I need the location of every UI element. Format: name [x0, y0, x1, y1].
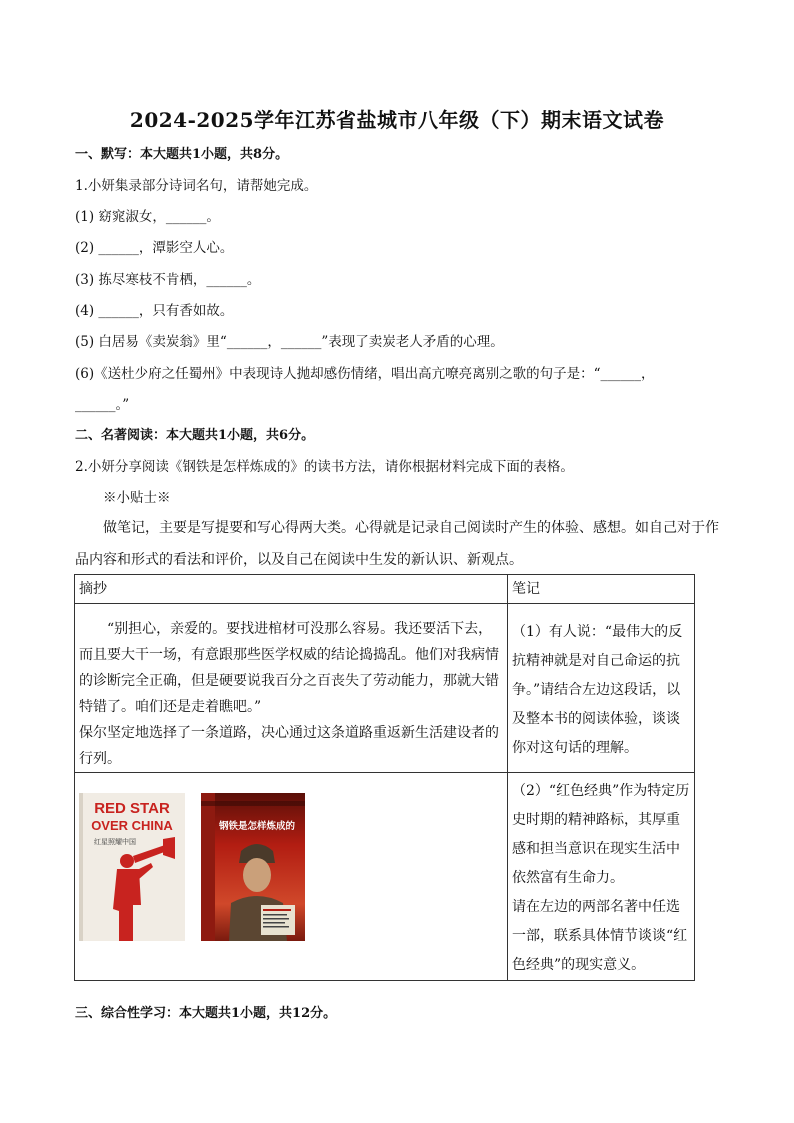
q1-item-3: (3) 拣尽寒枝不肯栖，______。: [75, 272, 261, 288]
book1-title-cn: 红星照耀中国: [94, 838, 136, 846]
tip-text: 做笔记，主要是写提要和写心得两大类。心得就是记录自己阅读时产生的体验、感想。如自己对于作品内容和形式的看法和评价，以及自己在阅读中生发的新认识、新观点。: [75, 520, 719, 568]
q1-item-5: (5) 白居易《卖炭翁》里“______，______”表现了卖炭老人矛盾的心理。: [75, 334, 504, 350]
excerpt-summary: 保尔坚定地选择了一条道路，决心通过这条道路重返新生活建设者的行列。: [79, 725, 499, 767]
section1-heading: 一、默写：本大题共1小题，共8分。: [75, 147, 289, 162]
section2-heading: 二、名著阅读：本大题共1小题，共6分。: [75, 428, 315, 443]
note-cell-1: [508, 604, 695, 773]
table-header-notes: 笔记: [508, 575, 695, 604]
q1-item-6-cont: ______。”: [75, 397, 130, 413]
question2-prompt: 2.小妍分享阅读《钢铁是怎样炼成的》的读书方法，请你根据材料完成下面的表格。: [75, 459, 574, 475]
note-question-2: （2）“红色经典”作为特定历史时期的精神路标，其厚重感和担当意识在现实生活中依然富有生命力。: [512, 783, 690, 886]
q1-item-4: (4) ______，只有香如故。: [75, 303, 234, 319]
note-question-2-task: 请在左边的两部名著中任选一部，联系具体情节谈谈“红色经典”的现实意义。: [512, 899, 688, 973]
red-star-over-china-cover: [79, 793, 185, 941]
q1-item-6: (6)《送杜少府之任蜀州》中表现诗人抛却感伤情绪，唱出高亢嘹亮离别之歌的句子是：“______，: [75, 366, 655, 382]
how-steel-was-tempered-cover: [201, 793, 305, 941]
book-covers-cell: [75, 773, 508, 981]
excerpt-cell: [75, 604, 508, 773]
excerpt-quote: “别担心，亲爱的。要找进棺材可没那么容易。我还要活下去，而且要大干一场，有意跟那些医学权威的结论捣捣乱。他们对我病情的诊断完全正确，但是硬要说我百分之百丧失了劳动能力，那就大错特错了。咱们还是走着瞧吧。”: [79, 621, 499, 715]
note-cell-2: [508, 773, 695, 981]
table-header-excerpt: 摘抄: [75, 575, 508, 604]
book2-title-cn: 钢铁是怎样炼成的: [218, 821, 296, 832]
page-title: 2024-2025学年江苏省盐城市八年级（下）期末语文试卷: [129, 108, 665, 132]
reading-notes-table: [74, 574, 695, 981]
q1-item-2: (2) ______，潭影空人心。: [75, 240, 234, 256]
tip-title: ※小贴士※: [103, 490, 171, 506]
section3-heading: 三、综合性学习：本大题共1小题，共12分。: [75, 1006, 337, 1021]
book1-title-en-2: OVER CHINA: [91, 818, 173, 833]
q1-item-1: (1) 窈窕淑女，______。: [75, 209, 220, 225]
note-question-1: （1）有人说：“最伟大的反抗精神就是对自己命运的抗争。”请结合左边这段话，以及整本书的阅读体验，谈谈你对这句话的理解。: [512, 624, 683, 756]
question1-prompt: 1.小妍集录部分诗词名句，请帮她完成。: [75, 178, 318, 194]
book1-title-en-1: RED STAR: [94, 800, 170, 817]
